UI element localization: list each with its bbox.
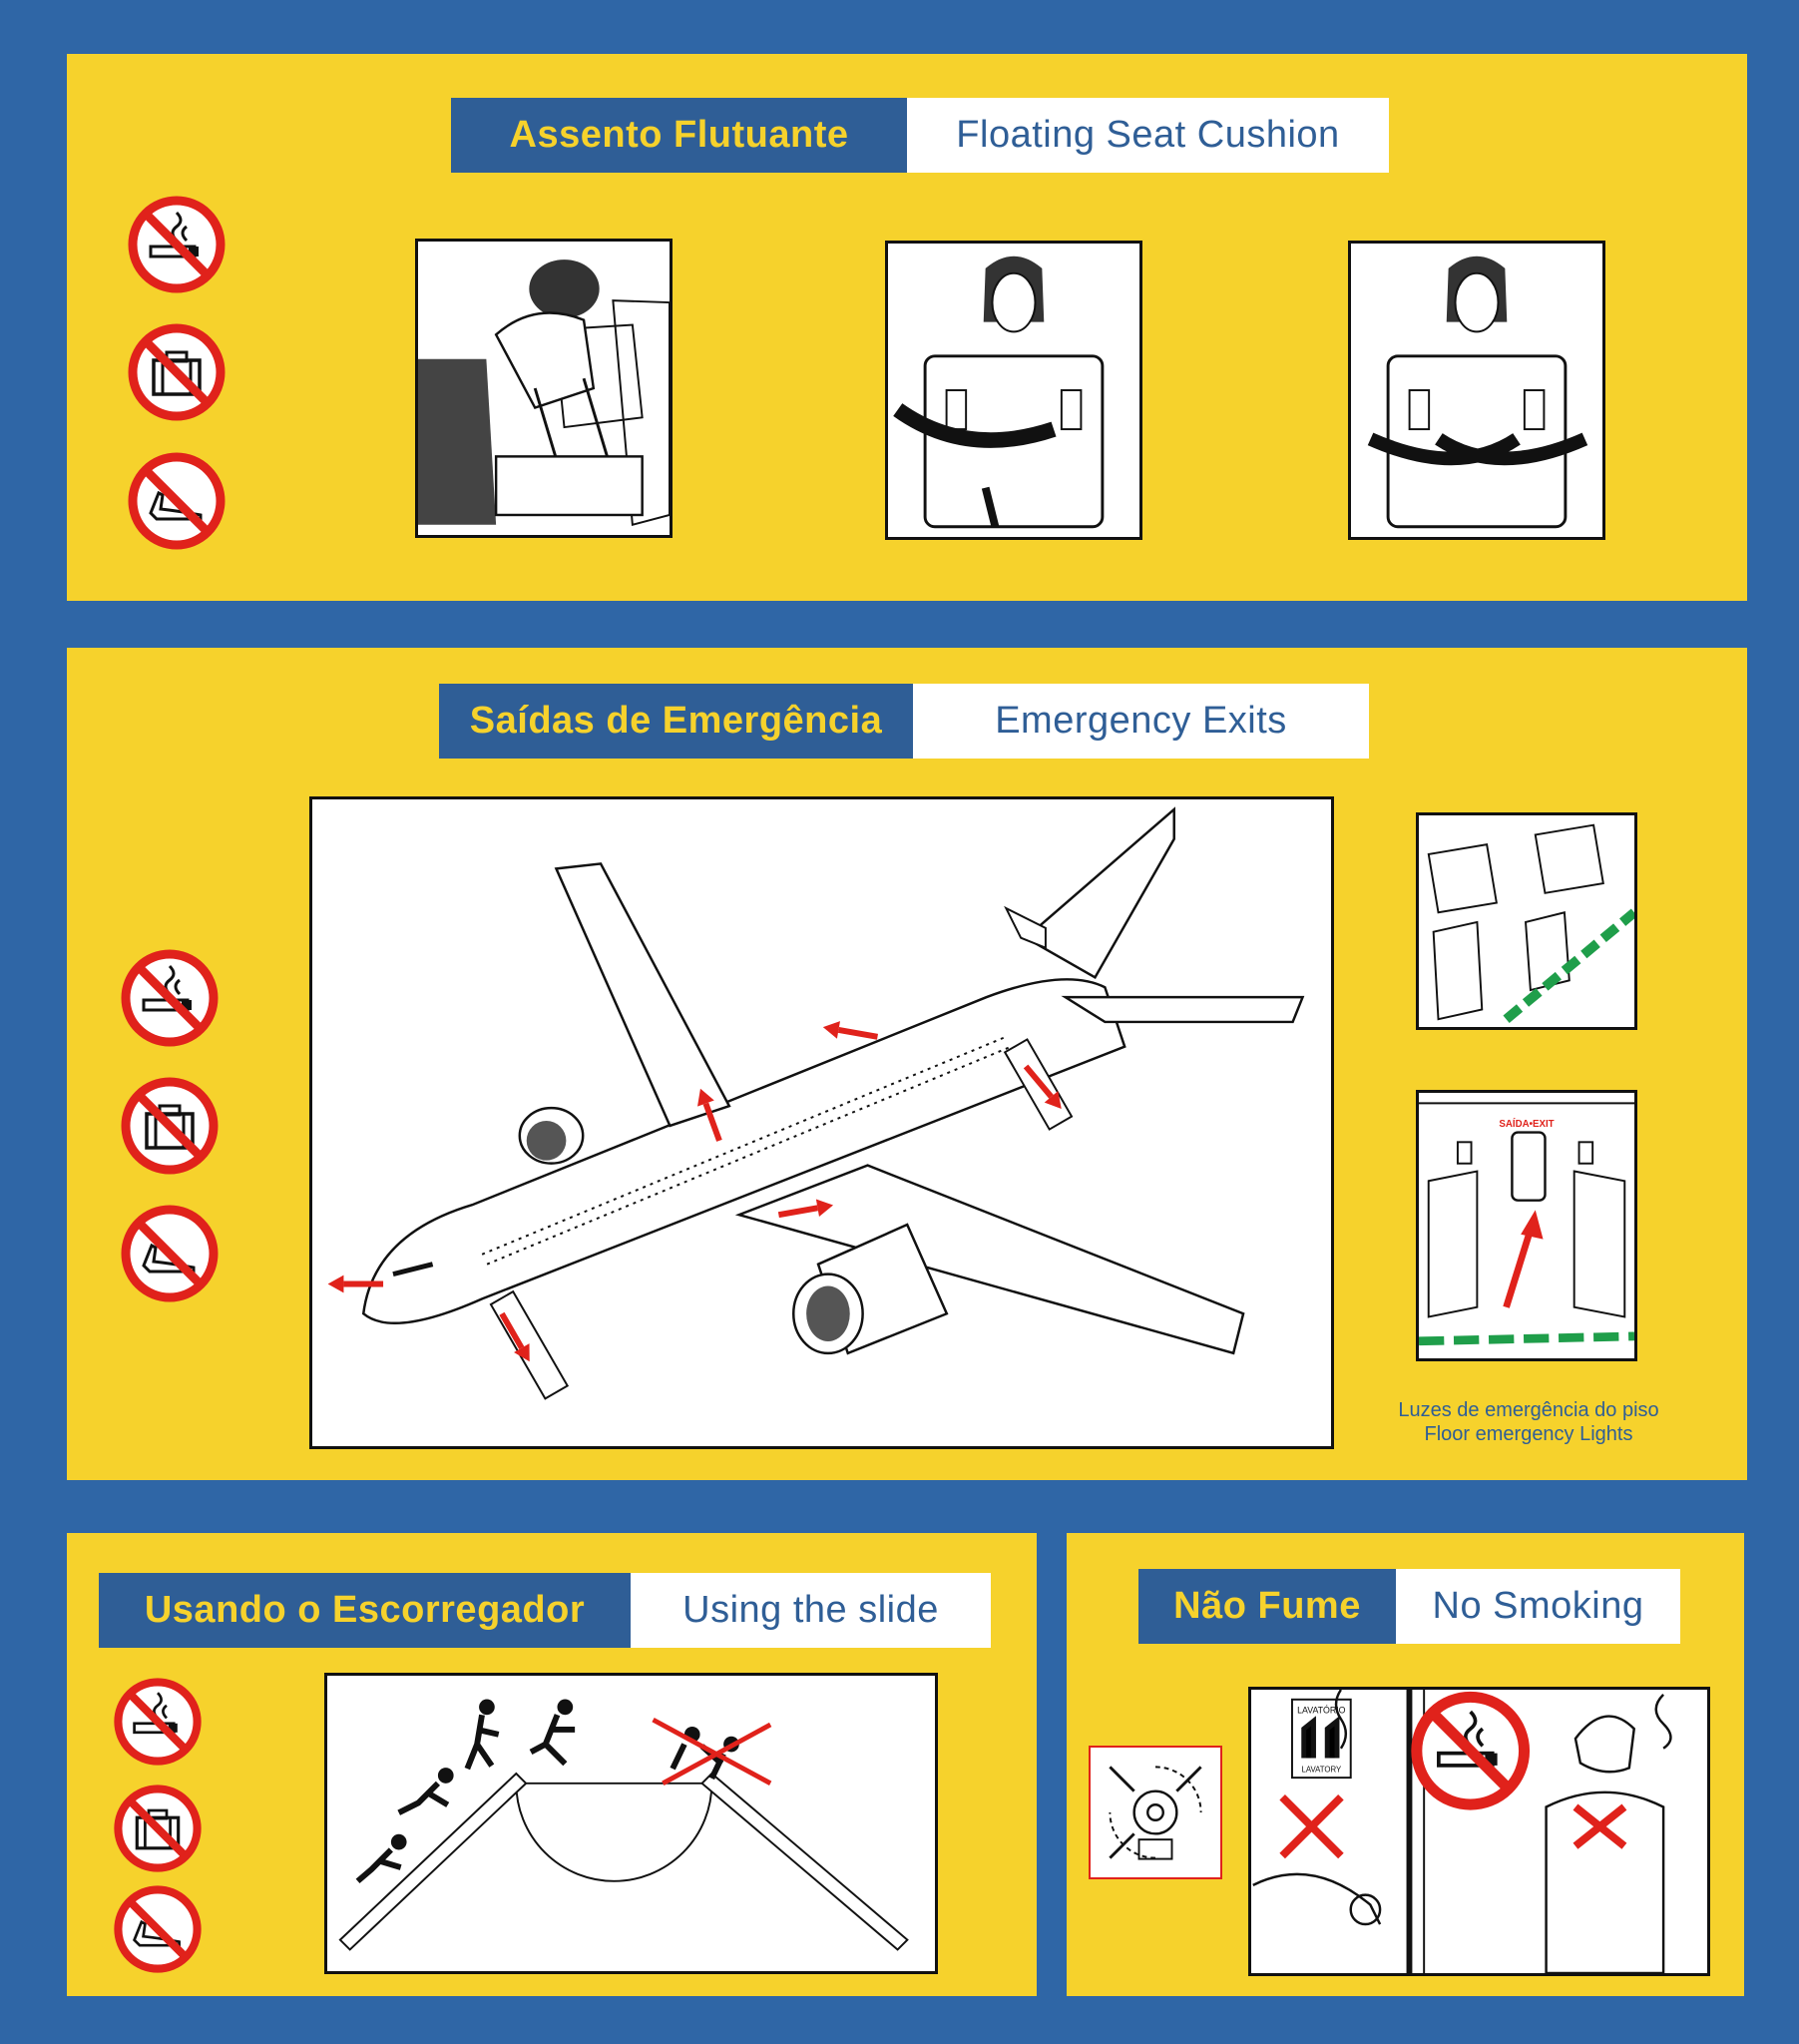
exit-sign-label: SAÍDA•EXIT — [1499, 1118, 1555, 1130]
floor-lights-seats-illustration — [1416, 812, 1637, 1030]
floor-lights-caption-en: Floor emergency Lights — [1424, 1423, 1633, 1445]
floating-seat-title-pt: Assento Flutuante — [451, 98, 907, 173]
no-smoking-icon — [113, 1677, 203, 1767]
lavatory-sign-en: LAVATORY — [1301, 1765, 1342, 1775]
no-baggage-icon — [120, 1076, 220, 1176]
emergency-exits-title — [439, 684, 1369, 759]
using-slide-title — [99, 1573, 991, 1648]
slide-illustration — [324, 1673, 938, 1974]
no-smoking-panel — [1067, 1533, 1744, 1996]
no-high-heels-icon — [113, 1884, 203, 1974]
emergency-exits-panel — [67, 648, 1747, 1480]
no-smoking-icon — [127, 195, 226, 294]
emergency-exits-title-en: Emergency Exits — [913, 684, 1369, 759]
floating-seat-panel — [67, 54, 1747, 601]
illustration-float-cushion — [1348, 241, 1605, 540]
no-baggage-icon — [113, 1784, 203, 1873]
aircraft-exit-diagram — [309, 796, 1334, 1449]
floor-lights-caption-pt: Luzes de emergência do piso — [1398, 1399, 1659, 1421]
emergency-exits-title-pt: Saídas de Emergência — [439, 684, 913, 759]
using-slide-panel — [67, 1533, 1037, 1996]
lavatory-sign-pt: LAVATÓRIO — [1297, 1705, 1346, 1716]
no-smoking-icon — [120, 948, 220, 1048]
illustration-remove-cushion — [415, 239, 673, 538]
using-slide-title-en: Using the slide — [631, 1573, 991, 1648]
no-baggage-icon — [127, 322, 226, 422]
no-smoking-title-en: No Smoking — [1396, 1569, 1680, 1644]
smoke-detector-illustration — [1089, 1746, 1222, 1879]
no-smoking-illustration — [1248, 1687, 1710, 1976]
no-high-heels-icon — [127, 451, 226, 551]
no-smoking-title-pt: Não Fume — [1138, 1569, 1396, 1644]
floating-seat-title — [451, 98, 1389, 173]
no-smoking-title — [1138, 1569, 1680, 1644]
floating-seat-title-en: Floating Seat Cushion — [907, 98, 1389, 173]
no-high-heels-icon — [120, 1204, 220, 1303]
using-slide-title-pt: Usando o Escorregador — [99, 1573, 631, 1648]
illustration-hold-cushion — [885, 241, 1142, 540]
floor-lights-caption — [1369, 1398, 1688, 1446]
floor-lights-exit-illustration — [1416, 1090, 1637, 1361]
